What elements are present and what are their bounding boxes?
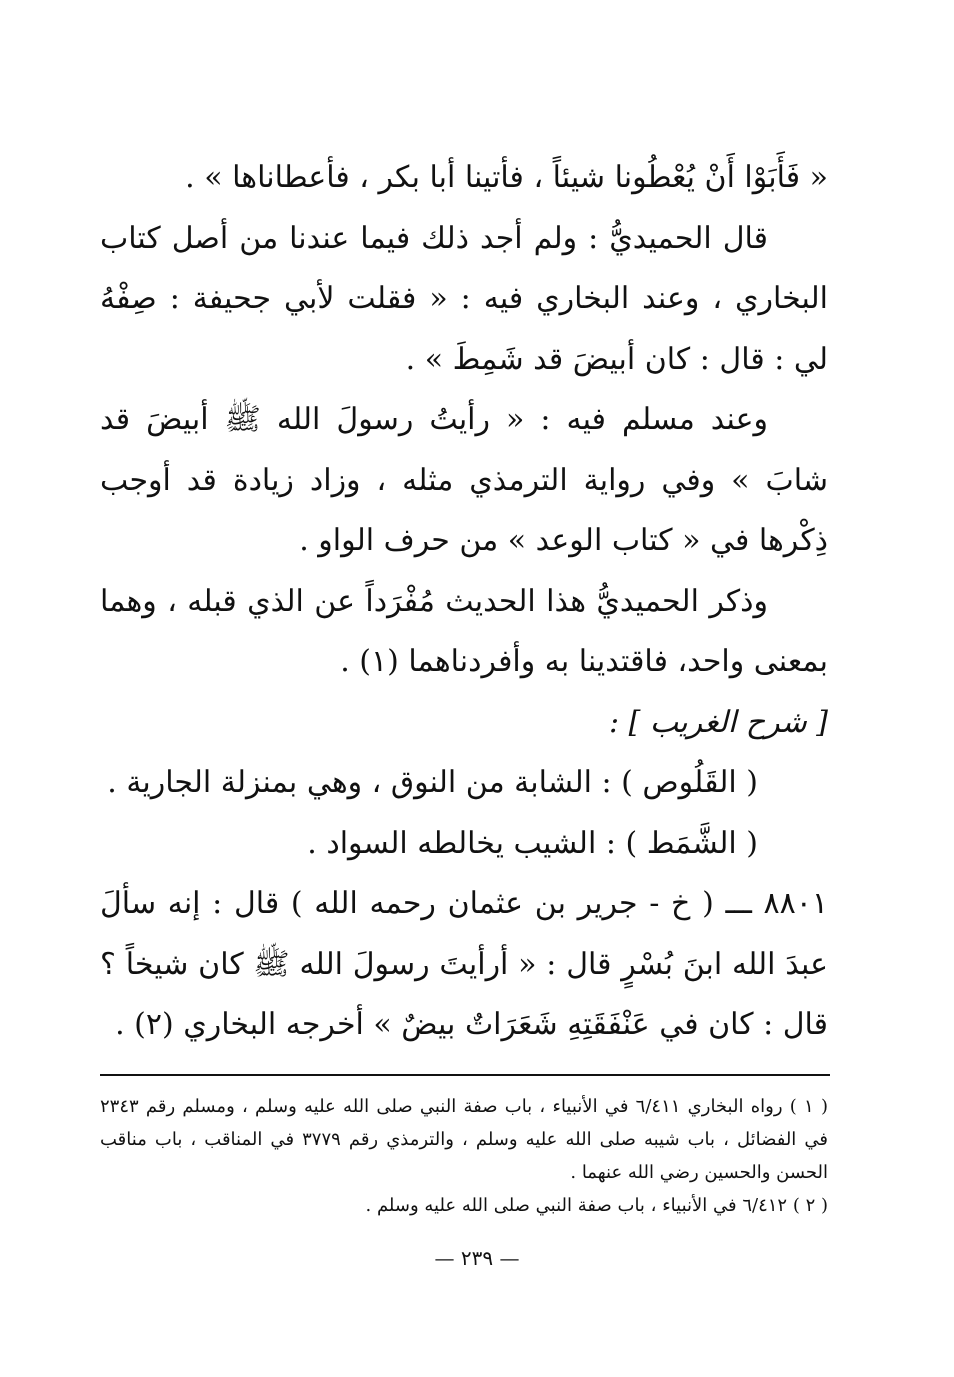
footnote-1: [100, 1090, 828, 1189]
footnote-text: رواه البخاري ٦/٤١١ في الأنبياء ، باب صفة النبي صلى الله عليه وسلم ، ومسلم رقم ٢٣٤٣ في الفضائل ، باب شيبه صلى الله عليه وسلم ، والترمذي رقم ٣٧٧٩ في المناقب ، باب مناقب الحسن والحسين رضي الله عنهما .: [100, 1096, 828, 1183]
footnote-divider: [100, 1074, 830, 1076]
paragraph-continuation: « فَأَبَوْا أَنْ يُعْطُونا شيئاً ، فأتينا أبا بكر ، فأعطاناها » .: [185, 160, 828, 195]
footnote-marker: ( ١ ): [789, 1096, 828, 1117]
hadith-text: قال : إنه سألَ عبدَ الله ابنَ بُسْرٍ قال : « أرأيتَ رسولَ الله ﷺ كان شيخاً ؟ قال : كان في عَنْفَقَتِهِ شَعَرَاتٌ بيضٌ » أخرجه البخاري (٢) .: [100, 886, 828, 1042]
footnote-marker: ( ٢ ): [792, 1195, 828, 1216]
paragraph-separate-hadith: وذكر الحميديُّ هذا الحديث مُفْرَداً عن الذي قبله ، وهما بمعنى واحد، فاقتدينا به وأفردناهما (١) .: [100, 583, 828, 679]
footnote-2: [100, 1189, 828, 1222]
paragraph-muslim-note: وعند مسلم فيه : « رأيتُ رسولَ الله ﷺ أبيضَ قد شابَ » وفي رواية الترمذي مثله ، وزاد زيادة قد أوجب ذِكْرها في « كتاب الوعد » من حرف الواو .: [100, 402, 828, 558]
gloss-heading: [ شرح الغريب ] :: [608, 704, 828, 740]
hadith-dash: ـــ: [725, 886, 752, 921]
page-number: — ٢٣٩ —: [434, 1246, 520, 1270]
hadith-number: ٨٨٠١: [763, 886, 828, 921]
footnote-text: ٦/٤١٢ في الأنبياء ، باب صفة النبي صلى الله عليه وسلم .: [365, 1195, 788, 1216]
footnotes: [100, 1090, 828, 1222]
gloss-item-qalus: ( القَلُوص ) : الشابة من النوق ، وهي بمنزلة الجارية .: [107, 765, 758, 800]
hadith-entry: [100, 874, 828, 1056]
main-text: [100, 148, 828, 1056]
gloss-item-shamat: ( الشَّمَط ) : الشيب يخالطه السواد .: [307, 825, 758, 861]
hadith-source: ( خ - جرير بن عثمان رحمه الله ): [290, 886, 714, 921]
paragraph-humaidi-note: قال الحميديُّ : ولم أجد ذلك فيما عندنا من أصل كتاب البخاري ، وعند البخاري فيه : « فقلت لأبي جحيفة : صِفْهُ لي : قال : كان أبيضَ قد شَمِطَ » .: [100, 220, 828, 377]
